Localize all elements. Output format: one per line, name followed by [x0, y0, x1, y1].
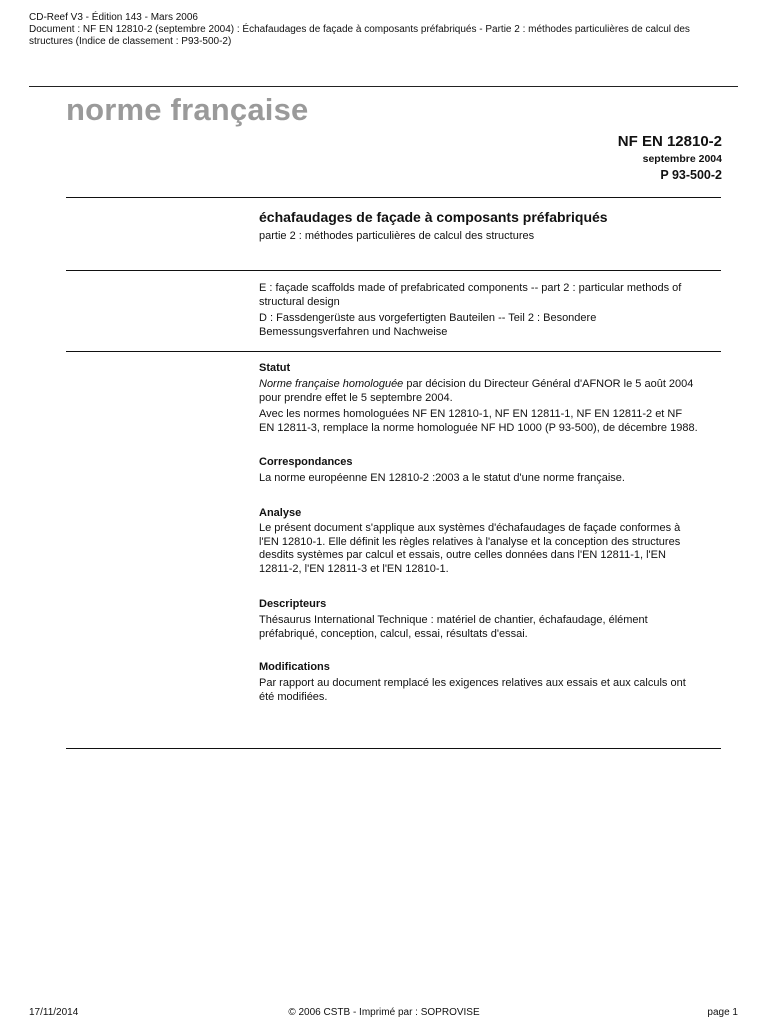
- footer-copyright: © 2006 CSTB - Imprimé par : SOPROVISE: [288, 1007, 480, 1018]
- statut-paragraph-2: [259, 408, 722, 435]
- statut-text: par décision du Directeur Général d'AFNOR le 5 août 2004: [403, 378, 694, 390]
- statut-paragraph-1: [259, 378, 722, 405]
- standard-number: NF EN 12810-2: [617, 133, 722, 150]
- standard-date: septembre 2004: [642, 153, 722, 165]
- footer-print-date: 17/11/2014: [29, 1007, 79, 1018]
- analyse-paragraph: [259, 522, 722, 576]
- english-title: [259, 282, 722, 309]
- statut-italic: Norme française homologuée: [259, 378, 404, 390]
- footer-page-number: page 1: [707, 1007, 738, 1018]
- modifications-heading: Modifications: [259, 661, 330, 673]
- analyse-heading: Analyse: [259, 507, 302, 519]
- header-divider: [29, 86, 738, 87]
- correspondances-heading: Correspondances: [259, 456, 353, 468]
- german-title: [259, 312, 722, 339]
- descripteurs-paragraph: [259, 614, 722, 641]
- classification-index: P 93-500-2: [660, 168, 722, 182]
- divider-body: [66, 351, 721, 352]
- document-subtitle: partie 2 : méthodes particulières de calcul des structures: [259, 230, 535, 242]
- header-edition: CD-Reef V3 - Édition 143 - Mars 2006: [29, 12, 198, 23]
- statut-text: EN 12811-3, remplace la norme homologuée NF HD 1000 (P 93-500), de décembre 1988.: [259, 421, 698, 434]
- divider-translations: [66, 270, 721, 271]
- statut-heading: Statut: [259, 362, 291, 374]
- descripteurs-line: Thésaurus International Technique : matériel de chantier, échafaudage, élément: [259, 614, 648, 626]
- header-document: Document : NF EN 12810-2 (septembre 2004) : Échafaudages de façade à composants préfabriqués - Partie 2 : méthodes particulières de calcul des: [29, 24, 690, 35]
- norme-francaise-logo: norme française: [66, 92, 309, 127]
- statut-text: Avec les normes homologuées NF EN 12810-1, NF EN 12811-1, NF EN 12811-2 et NF: [259, 408, 683, 420]
- analyse-line: desdits systèmes par calcul et essais, outre celles données dans l'EN 12811-1, l'EN: [259, 549, 666, 561]
- analyse-line: l'EN 12810-1. Elle définit les règles relatives à l'analyse et la conception des structures: [259, 535, 681, 548]
- modifications-paragraph: [259, 677, 722, 704]
- analyse-line: 12811-2, l'EN 12811-3 et l'EN 12810-1.: [259, 562, 449, 575]
- descripteurs-line: préfabriqué, conception, calcul, essai, résultats d'essai.: [259, 627, 528, 640]
- modifications-line: été modifiées.: [259, 690, 328, 703]
- english-title-line: E : façade scaffolds made of prefabricated components -- part 2 : particular methods of: [259, 282, 682, 294]
- german-title-line: Bemessungsverfahren und Nachweise: [259, 325, 448, 338]
- english-title-line: structural design: [259, 295, 340, 308]
- header-document-cont: structures (Indice de classement : P93-500-2): [29, 36, 232, 47]
- divider-end: [66, 748, 721, 749]
- divider-title: [66, 197, 721, 198]
- modifications-line: Par rapport au document remplacé les exigences relatives aux essais et aux calculs ont: [259, 677, 686, 689]
- statut-text: pour prendre effet le 5 septembre 2004.: [259, 391, 453, 404]
- correspondances-text: La norme européenne EN 12810-2 :2003 a le statut d'une norme française.: [259, 472, 625, 484]
- document-title: échafaudages de façade à composants préfabriqués: [259, 209, 608, 225]
- german-title-line: D : Fassdengerüste aus vorgefertigten Bauteilen -- Teil 2 : Besondere: [259, 312, 597, 324]
- descripteurs-heading: Descripteurs: [259, 598, 327, 610]
- analyse-line: Le présent document s'applique aux systèmes d'échafaudages de façade conformes à: [259, 522, 681, 534]
